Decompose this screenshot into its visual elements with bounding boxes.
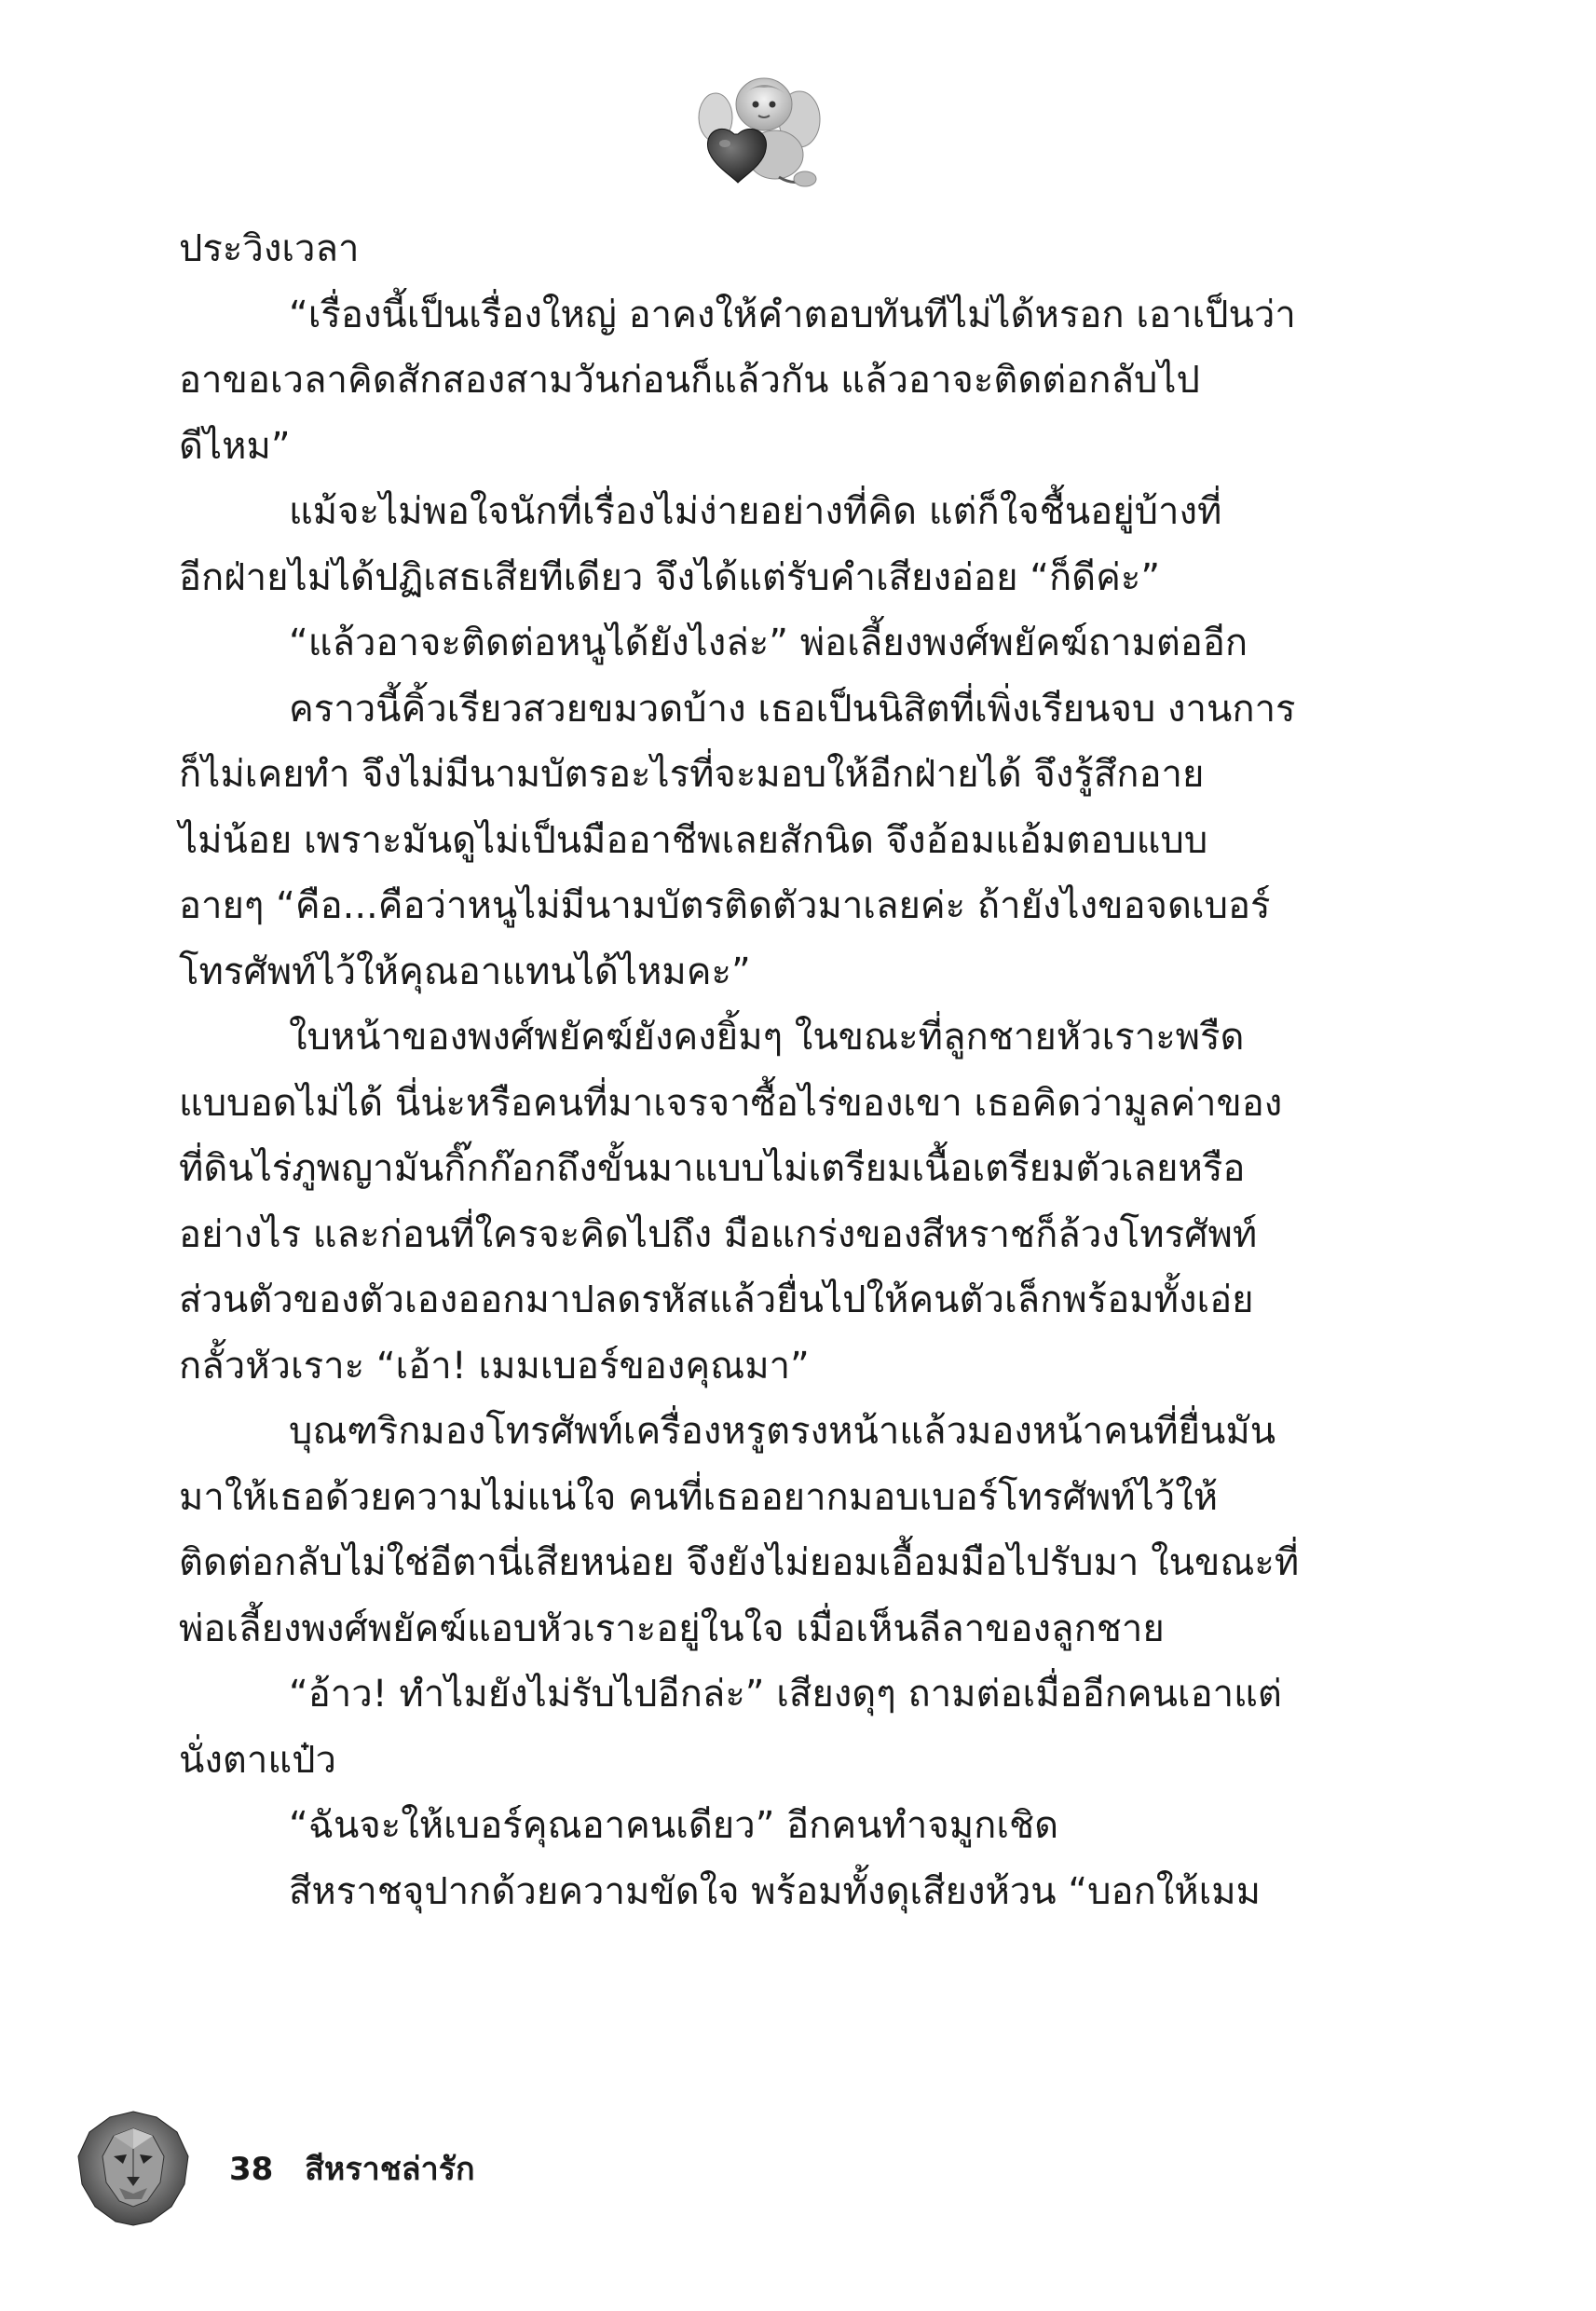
page-footer bbox=[229, 2143, 475, 2194]
text-line: สีหราชจุปากด้วยความขัดใจ พร้อมทั้งดุเสียงห้วน “บอกให้เมม bbox=[289, 1869, 1262, 1913]
text-line: มาให้เธอด้วยความไม่แน่ใจ คนที่เธออยากมอบเบอร์โทรศัพท์ไว้ให้ bbox=[179, 1475, 1219, 1519]
text-line: ไม่น้อย เพราะมันดูไม่เป็นมืออาชีพเลยสักนิด จึงอ้อมแอ้มตอบแบบ bbox=[179, 818, 1208, 862]
text-line: แบบอดไม่ได้ นี่น่ะหรือคนที่มาเจรจาซื้อไร่ของเขา เธอคิดว่ามูลค่าของ bbox=[179, 1081, 1283, 1125]
text-line: อย่างไร และก่อนที่ใครจะคิดไปถึง มือแกร่งของสีหราชก็ล้วงโทรศัพท์ bbox=[179, 1212, 1258, 1256]
text-line: ก็ไม่เคยทำ จึงไม่มีนามบัตรอะไรที่จะมอบให้อีกฝ่ายได้ จึงรู้สึกอาย bbox=[179, 753, 1205, 796]
body-text bbox=[179, 216, 1344, 1924]
text-line: แม้จะไม่พอใจนักที่เรื่องไม่ง่ายอย่างที่คิด แต่ก็ใจชื้นอยู่บ้างที่ bbox=[289, 490, 1222, 533]
book-title: สีหราชล่ารัก bbox=[305, 2151, 475, 2188]
text-line: ติดต่อกลับไม่ใช่อีตานี่เสียหน่อย จึงยังไม่ยอมเอื้อมมือไปรับมา ในขณะที่ bbox=[179, 1541, 1300, 1584]
text-line: คราวนี้คิ้วเรียวสวยขมวดบ้าง เธอเป็นนิสิตที่เพิ่งเรียนจบ งานการ bbox=[289, 687, 1296, 731]
text-line: อีกฝ่ายไม่ได้ปฏิเสธเสียทีเดียว จึงได้แต่รับคำเสียงอ่อย “ก็ดีค่ะ” bbox=[179, 555, 1161, 599]
text-line: ประวิงเวลา bbox=[179, 227, 360, 270]
text-line: กลั้วหัวเราะ “เอ้า! เมมเบอร์ของคุณมา” bbox=[179, 1344, 810, 1388]
text-line: ดีไหม” bbox=[179, 424, 291, 468]
cupid-heart-ornament-icon bbox=[689, 73, 829, 194]
text-line: “ฉันจะให้เบอร์คุณอาคนเดียว” อีกคนทำจมูกเชิด bbox=[289, 1804, 1059, 1847]
text-line: ที่ดินไร่ภูพญามันกิ๊กก๊อกถึงขั้นมาแบบไม่เตรียมเนื้อเตรียมตัวเลยหรือ bbox=[179, 1147, 1246, 1190]
text-line: “เรื่องนี้เป็นเรื่องใหญ่ อาคงให้คำตอบทันทีไม่ได้หรอก เอาเป็นว่า bbox=[289, 293, 1296, 336]
text-line: “อ้าว! ทำไมยังไม่รับไปอีกล่ะ” เสียงดุๆ ถามต่อเมื่ออีกคนเอาแต่ bbox=[289, 1673, 1282, 1716]
text-line: อายๆ “คือ...คือว่าหนูไม่มีนามบัตรติดตัวมาเลยค่ะ ถ้ายังไงขอจดเบอร์ bbox=[179, 884, 1271, 927]
text-line: ส่วนตัวของตัวเองออกมาปลดรหัสแล้วยื่นไปให้คนตัวเล็กพร้อมทั้งเอ่ย bbox=[179, 1279, 1254, 1321]
text-line: ใบหน้าของพงศ์พยัคฆ์ยังคงยิ้มๆ ในขณะที่ลูกชายหัวเราะพรืด bbox=[289, 1016, 1245, 1059]
lion-head-icon bbox=[73, 2108, 194, 2229]
text-line: อาขอเวลาคิดสักสองสามวันก่อนก็แล้วกัน แล้วอาจะติดต่อกลับไป bbox=[179, 359, 1200, 402]
text-line: “แล้วอาจะติดต่อหนูได้ยังไงล่ะ” พ่อเลี้ยงพงศ์พยัคฆ์ถามต่ออีก bbox=[289, 622, 1248, 664]
page-number: 38 bbox=[229, 2151, 274, 2188]
text-line: โทรศัพท์ไว้ให้คุณอาแทนได้ไหมคะ” bbox=[179, 950, 751, 993]
text-line: พ่อเลี้ยงพงศ์พยัคฆ์แอบหัวเราะอยู่ในใจ เมื่อเห็นลีลาของลูกชาย bbox=[179, 1607, 1165, 1650]
text-line: บุณฑริกมองโทรศัพท์เครื่องหรูตรงหน้าแล้วมองหน้าคนที่ยื่นมัน bbox=[289, 1410, 1276, 1453]
text-line: นั่งตาแป๋ว bbox=[179, 1738, 336, 1782]
